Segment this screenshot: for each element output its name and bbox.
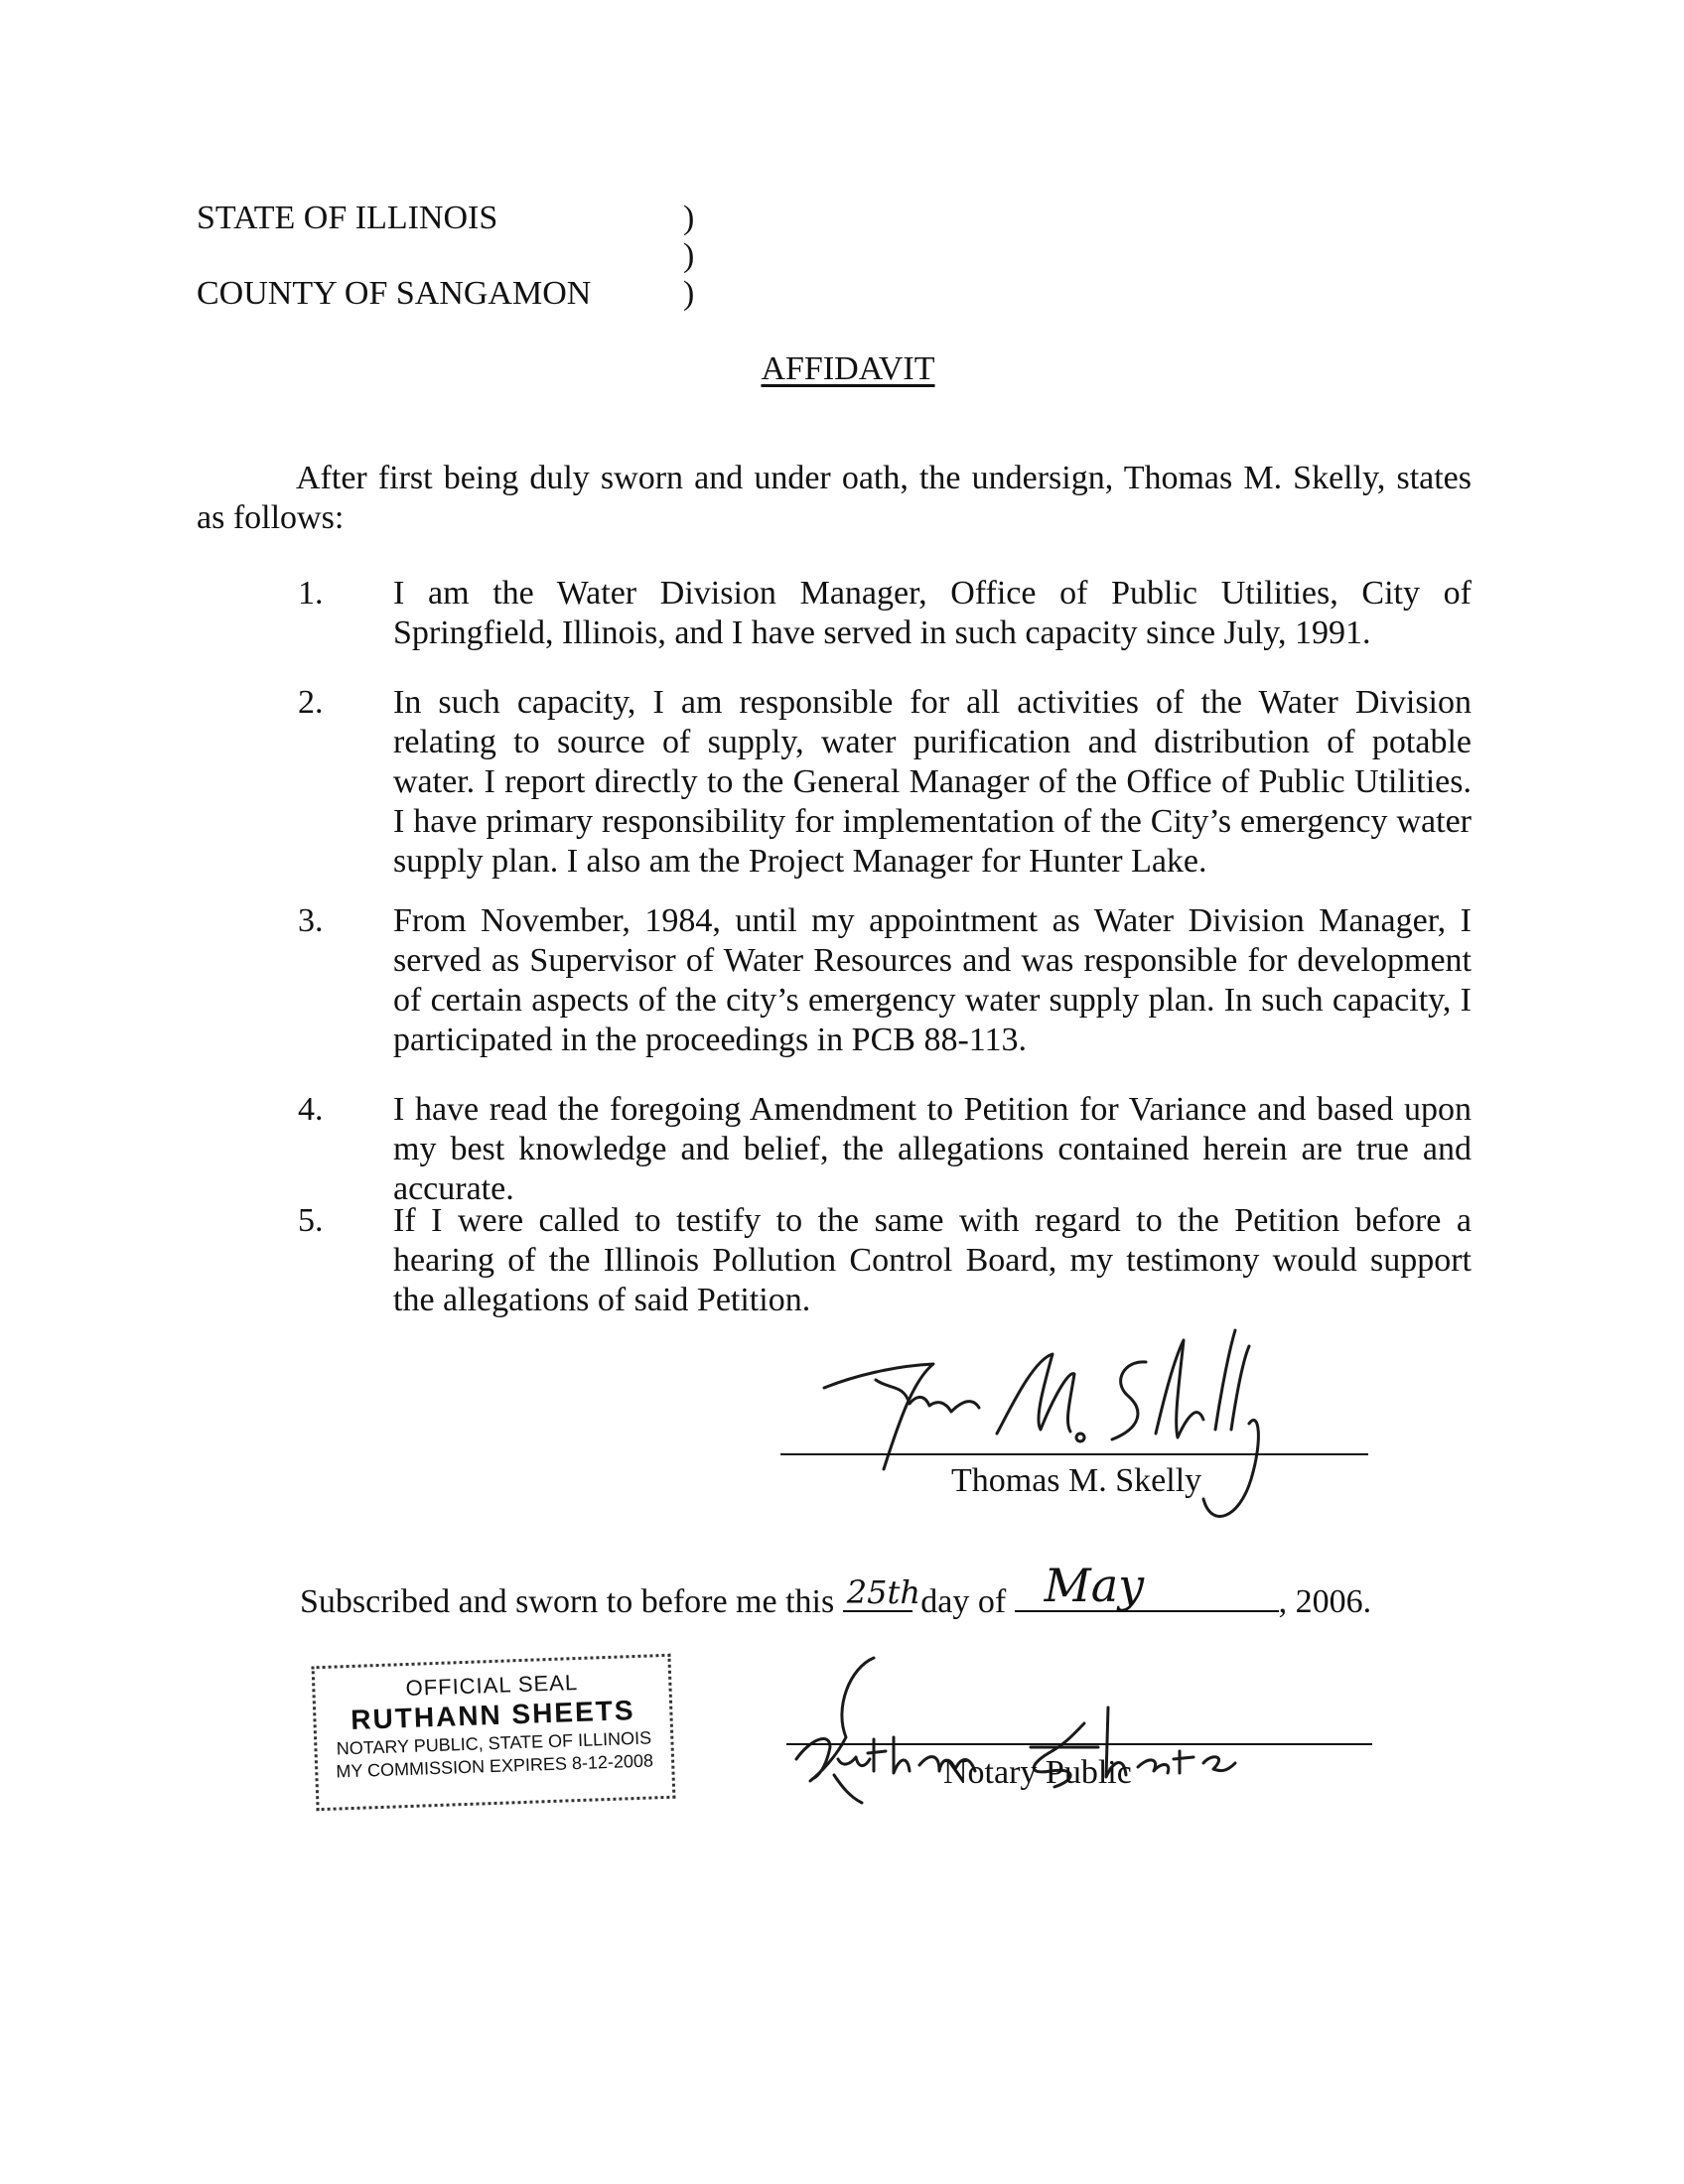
document-title: AFFIDAVIT [761, 350, 935, 387]
item-text: If I were called to testify to the same with regard to the Petition before a hearing of the Illinois Pollution Control Board, my testimony would support the allegations of said Petition. [393, 1202, 1472, 1319]
item-number: 4. [298, 1091, 324, 1128]
seal-name: RUTHANN SHEETS [350, 1694, 635, 1735]
affiant-signature [814, 1320, 1271, 1559]
caption-paren-2: ) [683, 237, 695, 274]
subscribed-year: , 2006. [1278, 1583, 1372, 1620]
intro-text: After first being duly sworn and under oath, the undersign, Thomas M. Skelly, states as follows: [197, 460, 1472, 537]
item-number: 5. [298, 1202, 324, 1239]
subscribed-prefix: Subscribed and sworn to before me this [300, 1583, 835, 1620]
official-seal-stamp [312, 1654, 676, 1812]
caption-state: STATE OF ILLINOIS [197, 200, 498, 236]
affiant-signature-line [780, 1453, 1368, 1455]
seal-commission-expiry: MY COMMISSION EXPIRES 8-12-2008 [336, 1750, 654, 1782]
subscribed-middle: day of [920, 1583, 1007, 1620]
day-blank [843, 1573, 920, 1612]
day-handwritten: 25th [846, 1573, 920, 1611]
caption-county: COUNTY OF SANGAMON [197, 275, 592, 312]
notary-label: Notary Public [943, 1754, 1132, 1791]
caption-paren-1: ) [683, 200, 695, 236]
subscribed-line [300, 1559, 1372, 1622]
item-text: In such capacity, I am responsible for all activities of the Water Division relating to source of supply, water purification and distribution of potable water. I report directly to the General Manager of the Office of Public Utilities. I have primary responsibility for implementation of the City’s emergency water supply plan. I also am the Project Manager for Hunter Lake. [393, 684, 1472, 881]
seal-notary-state: NOTARY PUBLIC, STATE OF ILLINOIS [336, 1727, 652, 1759]
notary-signature-line [786, 1743, 1372, 1745]
month-blank [1015, 1559, 1279, 1612]
item-number: 3. [298, 902, 324, 939]
item-text: From November, 1984, until my appointment as Water Division Manager, I served as Supervisor of Water Resources and was responsible for development of certain aspects of the city’s emergency water supply plan. In such capacity, I participated in the proceedings in PCB 88-113. [393, 902, 1472, 1059]
month-handwritten: May [1044, 1559, 1145, 1612]
item-number: 2. [298, 684, 324, 721]
item-number: 1. [298, 575, 324, 612]
item-text: I have read the foregoing Amendment to Petition for Variance and based upon my best knowledge and belief, the allegations contained herein are true and accurate. [393, 1091, 1472, 1208]
affiant-name: Thomas M. Skelly [951, 1462, 1202, 1499]
item-text: I am the Water Division Manager, Office of Public Utilities, City of Springfield, Illinois, and I have served in such capacity since July, 1991. [393, 575, 1472, 652]
caption-paren-3: ) [683, 275, 695, 312]
intro-paragraph [197, 459, 1472, 538]
seal-title: OFFICIAL SEAL [405, 1670, 579, 1702]
